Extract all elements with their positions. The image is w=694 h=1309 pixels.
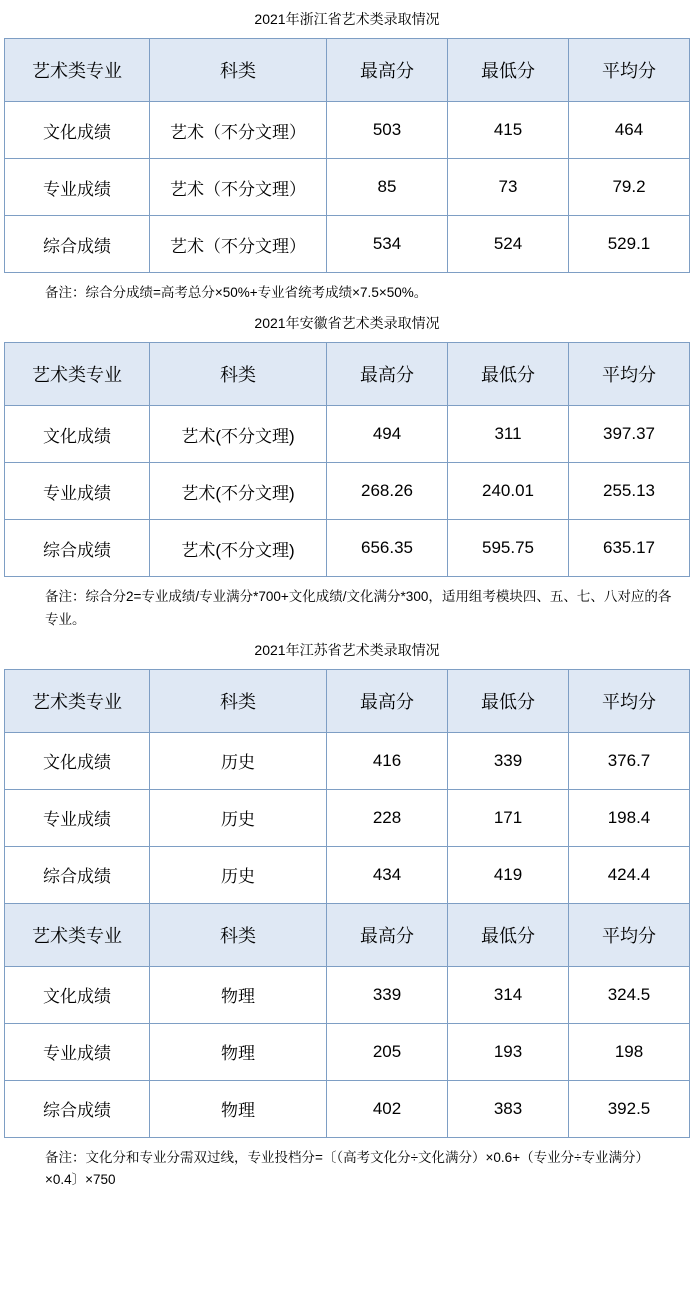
cell-avg: 464 bbox=[569, 102, 690, 159]
table-row bbox=[5, 463, 690, 520]
table-header-row-2 bbox=[5, 903, 690, 966]
section-title: 2021年江苏省艺术类录取情况 bbox=[254, 641, 440, 658]
cell-max: 416 bbox=[327, 732, 448, 789]
header-cell-avg: 平均分 bbox=[569, 343, 690, 406]
cell-category: 历史 bbox=[150, 732, 327, 789]
cell-min: 171 bbox=[448, 789, 569, 846]
cell-min: 193 bbox=[448, 1023, 569, 1080]
cell-major: 综合成绩 bbox=[5, 520, 150, 577]
section-note: 备注：综合分成绩=高考总分×50%+专业省统考成绩×7.5×50%。 bbox=[45, 285, 428, 300]
cell-max: 656.35 bbox=[327, 520, 448, 577]
cell-min: 314 bbox=[448, 966, 569, 1023]
table-row bbox=[5, 1080, 690, 1137]
header-cell-max: 最高分 bbox=[327, 903, 448, 966]
cell-avg: 376.7 bbox=[569, 732, 690, 789]
score-table-anhui bbox=[4, 342, 690, 577]
cell-min: 73 bbox=[448, 159, 569, 216]
table-row bbox=[5, 846, 690, 903]
header-cell-category: 科类 bbox=[150, 669, 327, 732]
header-cell-major: 艺术类专业 bbox=[5, 343, 150, 406]
table-header-row bbox=[5, 343, 690, 406]
cell-category: 艺术(不分文理) bbox=[150, 520, 327, 577]
table-row bbox=[5, 520, 690, 577]
cell-avg: 529.1 bbox=[569, 216, 690, 273]
cell-max: 534 bbox=[327, 216, 448, 273]
cell-min: 383 bbox=[448, 1080, 569, 1137]
cell-min: 415 bbox=[448, 102, 569, 159]
header-cell-max: 最高分 bbox=[327, 39, 448, 102]
cell-avg: 397.37 bbox=[569, 406, 690, 463]
table-row bbox=[5, 1023, 690, 1080]
cell-max: 494 bbox=[327, 406, 448, 463]
section-zhejiang bbox=[0, 0, 694, 304]
cell-max: 268.26 bbox=[327, 463, 448, 520]
section-jiangsu bbox=[0, 631, 694, 1192]
table-header-row bbox=[5, 39, 690, 102]
cell-category: 历史 bbox=[150, 789, 327, 846]
cell-major: 文化成绩 bbox=[5, 966, 150, 1023]
cell-avg: 255.13 bbox=[569, 463, 690, 520]
cell-category: 艺术(不分文理) bbox=[150, 406, 327, 463]
cell-min: 240.01 bbox=[448, 463, 569, 520]
cell-major: 综合成绩 bbox=[5, 846, 150, 903]
cell-category: 物理 bbox=[150, 1080, 327, 1137]
cell-min: 524 bbox=[448, 216, 569, 273]
cell-avg: 198.4 bbox=[569, 789, 690, 846]
header-cell-category: 科类 bbox=[150, 343, 327, 406]
cell-major: 文化成绩 bbox=[5, 732, 150, 789]
header-cell-max: 最高分 bbox=[327, 669, 448, 732]
cell-avg: 392.5 bbox=[569, 1080, 690, 1137]
header-cell-category: 科类 bbox=[150, 903, 327, 966]
cell-major: 专业成绩 bbox=[5, 159, 150, 216]
header-cell-max: 最高分 bbox=[327, 343, 448, 406]
cell-max: 85 bbox=[327, 159, 448, 216]
cell-min: 595.75 bbox=[448, 520, 569, 577]
cell-category: 艺术（不分文理） bbox=[150, 159, 327, 216]
table-header-row bbox=[5, 669, 690, 732]
cell-major: 综合成绩 bbox=[5, 1080, 150, 1137]
cell-avg: 79.2 bbox=[569, 159, 690, 216]
cell-min: 339 bbox=[448, 732, 569, 789]
section-note: 备注：综合分2=专业成绩/专业满分*700+文化成绩/文化满分*300，适用组考模块四、五、七、八对应的各专业。 bbox=[45, 589, 672, 627]
header-cell-category: 科类 bbox=[150, 39, 327, 102]
cell-major: 专业成绩 bbox=[5, 789, 150, 846]
table-row bbox=[5, 966, 690, 1023]
cell-category: 艺术（不分文理） bbox=[150, 216, 327, 273]
cell-max: 205 bbox=[327, 1023, 448, 1080]
header-cell-avg: 平均分 bbox=[569, 903, 690, 966]
cell-max: 503 bbox=[327, 102, 448, 159]
cell-major: 专业成绩 bbox=[5, 463, 150, 520]
header-cell-major: 艺术类专业 bbox=[5, 669, 150, 732]
cell-max: 228 bbox=[327, 789, 448, 846]
cell-major: 综合成绩 bbox=[5, 216, 150, 273]
cell-category: 历史 bbox=[150, 846, 327, 903]
header-cell-min: 最低分 bbox=[448, 669, 569, 732]
cell-major: 专业成绩 bbox=[5, 1023, 150, 1080]
cell-avg: 635.17 bbox=[569, 520, 690, 577]
header-cell-min: 最低分 bbox=[448, 903, 569, 966]
table-row bbox=[5, 732, 690, 789]
section-title: 2021年安徽省艺术类录取情况 bbox=[254, 315, 440, 332]
section-anhui bbox=[0, 304, 694, 631]
cell-avg: 198 bbox=[569, 1023, 690, 1080]
cell-avg: 424.4 bbox=[569, 846, 690, 903]
cell-category: 艺术(不分文理) bbox=[150, 463, 327, 520]
cell-avg: 324.5 bbox=[569, 966, 690, 1023]
cell-category: 物理 bbox=[150, 966, 327, 1023]
table-row bbox=[5, 789, 690, 846]
cell-max: 434 bbox=[327, 846, 448, 903]
table-row bbox=[5, 216, 690, 273]
section-note: 备注：文化分和专业分需双过线，专业投档分=〔（高考文化分÷文化满分）×0.6+（专业分÷专业满分）×0.4〕×750 bbox=[45, 1149, 649, 1188]
header-cell-major: 艺术类专业 bbox=[5, 903, 150, 966]
cell-category: 艺术（不分文理） bbox=[150, 102, 327, 159]
cell-major: 文化成绩 bbox=[5, 102, 150, 159]
header-cell-min: 最低分 bbox=[448, 39, 569, 102]
table-row bbox=[5, 102, 690, 159]
header-cell-avg: 平均分 bbox=[569, 669, 690, 732]
section-title: 2021年浙江省艺术类录取情况 bbox=[254, 11, 440, 27]
cell-major: 文化成绩 bbox=[5, 406, 150, 463]
table-row bbox=[5, 159, 690, 216]
cell-max: 402 bbox=[327, 1080, 448, 1137]
header-cell-min: 最低分 bbox=[448, 343, 569, 406]
score-table-zhejiang bbox=[4, 38, 690, 273]
header-cell-avg: 平均分 bbox=[569, 39, 690, 102]
cell-min: 311 bbox=[448, 406, 569, 463]
cell-min: 419 bbox=[448, 846, 569, 903]
header-cell-major: 艺术类专业 bbox=[5, 39, 150, 102]
cell-category: 物理 bbox=[150, 1023, 327, 1080]
table-row bbox=[5, 406, 690, 463]
score-table-jiangsu bbox=[4, 669, 690, 1138]
cell-max: 339 bbox=[327, 966, 448, 1023]
